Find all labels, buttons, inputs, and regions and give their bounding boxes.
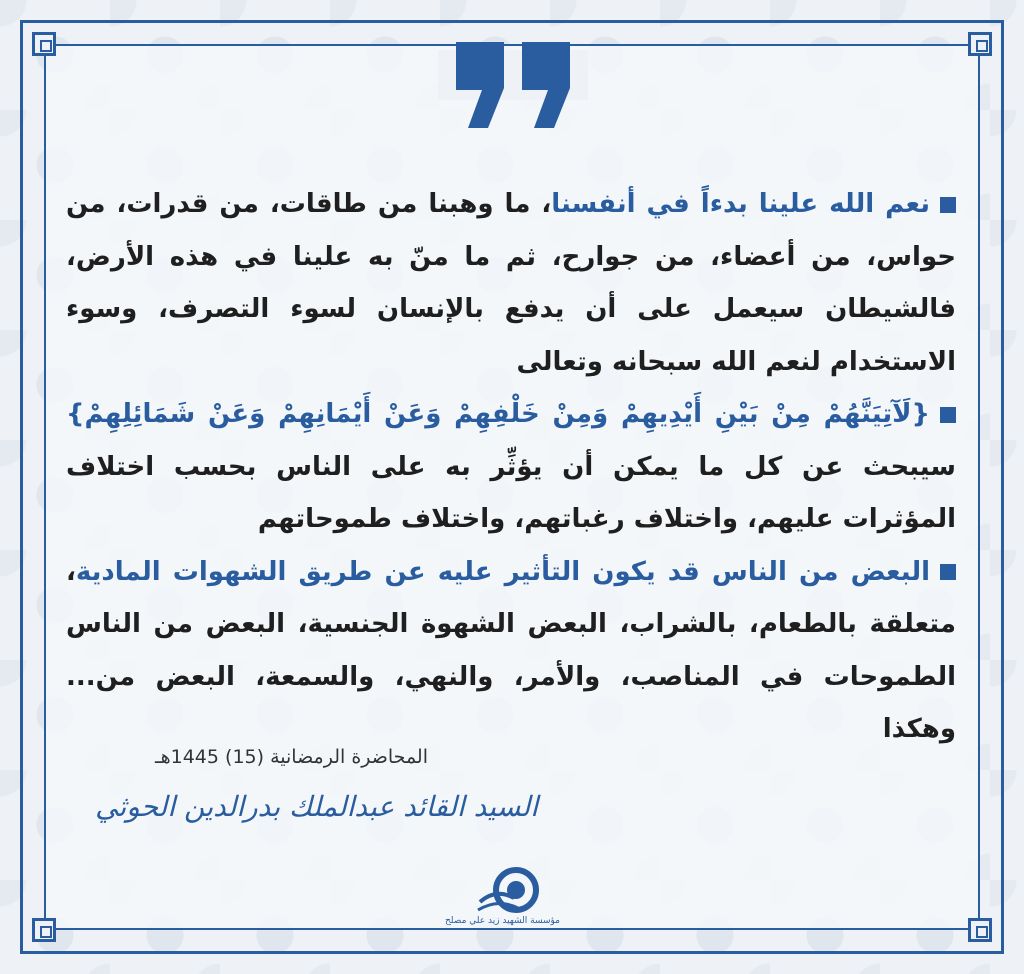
corner-ornament-bottom-left [32, 918, 56, 942]
logo-caption: مؤسسة الشهيد زيد علي مصلح [444, 916, 560, 926]
corner-ornament-top-right [968, 32, 992, 56]
quran-verse: {لَآتِيَنَّهُمْ مِنْ بَيْنِ أَيْدِيهِمْ وَمِنْ خَلْفِهِمْ وَعَنْ أَيْمَانِهِمْ وَعَنْ شَمَائِلِهِمْ} [66, 399, 930, 429]
bullet-square-icon [940, 197, 956, 213]
corner-ornament-bottom-right [968, 918, 992, 942]
paragraph-2 [66, 388, 956, 546]
bullet-square-icon [940, 407, 956, 423]
highlight-phrase: نعم الله علينا بدءاً في أنفسنا [551, 189, 930, 219]
foundation-logo-icon [474, 858, 552, 920]
paragraph-text: ، متعلقة بالطعام، بالشراب، البعض الشهوة الجنسية، البعض من الناس الطموحات في المناصب، والأمر، والنهي، والسمعة، البعض من... وهكذا [66, 556, 956, 744]
paragraph-1 [66, 178, 956, 388]
closing-quote-icon [438, 30, 588, 130]
corner-ornament-top-left [32, 32, 56, 56]
paragraph-3 [66, 546, 956, 756]
highlight-phrase: البعض من الناس قد يكون التأثير عليه عن طريق الشهوات المادية [75, 556, 930, 587]
quote-body [66, 178, 956, 756]
paragraph-text: سيبحث عن كل ما يمكن أن يؤثِّر به على الناس بحسب اختلاف المؤثرات عليهم، واختلاف رغباتهم، واختلاف طموحاتهم [66, 451, 956, 534]
speaker-signature: السيد القائد عبدالملك بدرالدين الحوثي [95, 790, 538, 823]
lecture-source: المحاضرة الرمضانية (15) 1445هـ [155, 746, 428, 768]
paragraph-text: ، ما وهبنا من طاقات، من قدرات، من حواس، من أعضاء، من جوارح، ثم ما منّ به علينا في هذه الأرض، فالشيطان سيعمل على أن يدفع بالإنسان لسوء التصرف، وسوء الاستخدام لنعم الله سبحانه وتعالى [66, 189, 956, 377]
bullet-square-icon [940, 564, 956, 580]
